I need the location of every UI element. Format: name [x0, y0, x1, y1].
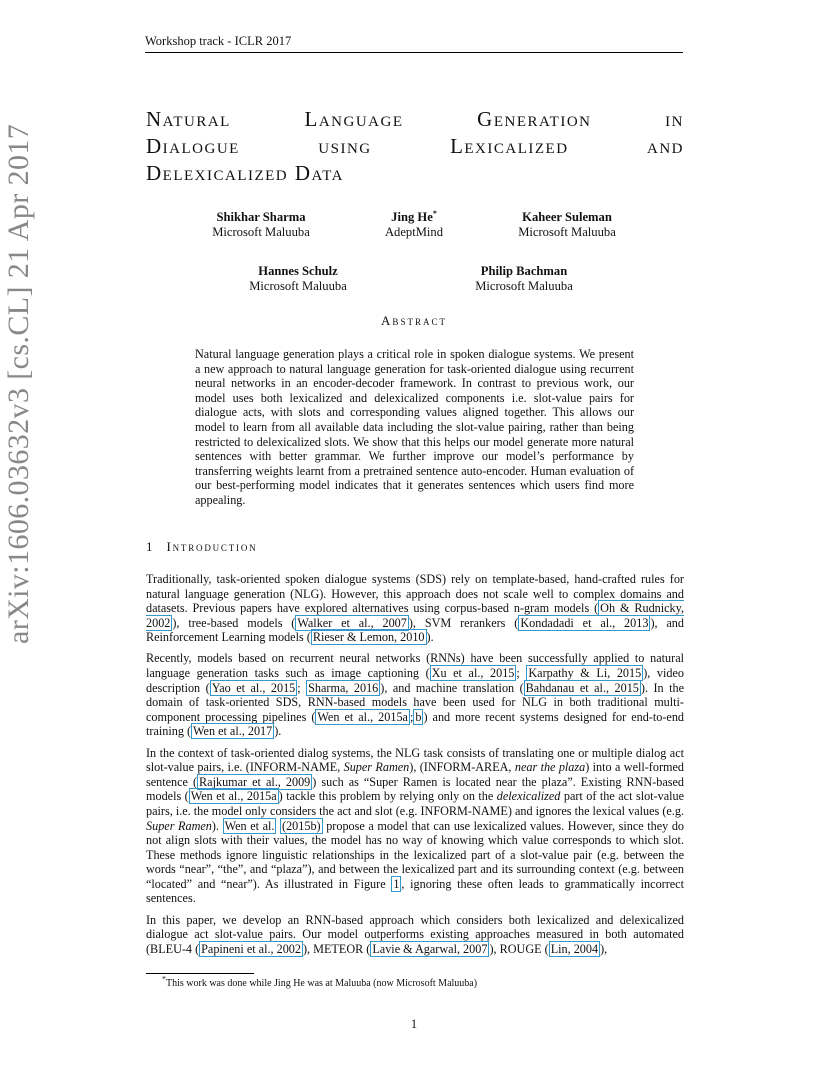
citation-link[interactable]: Rieser & Lemon, 2010	[312, 630, 425, 645]
running-header: Workshop track - ICLR 2017	[145, 34, 292, 48]
citation-link[interactable]: Oh & Rudnicky, 2002	[146, 601, 684, 630]
author-affiliation: Microsoft Maluuba	[475, 279, 573, 293]
author-name: Jing He*	[391, 208, 437, 224]
section-title: Introduction	[166, 539, 258, 554]
paragraph: Traditionally, task-oriented spoken dialogue systems (SDS) rely on template-based, hand-crafted rules for natural language generation (NLG). However, this approach does not scale well to complex domains and datasets. Previous papers have explored alternatives using corpus-based n-gram models ( Oh & Rudnicky, 2002 ), tree-based models ( Walker et al., 2007 ), SVM rerankers ( Kondadadi et al., 2013 ), and Reinforcement Learning models ( Rieser & Lemon, 2010 ).	[146, 572, 684, 645]
title-line-1: Natural Language Generation in	[146, 107, 684, 131]
section-number: 1	[146, 539, 153, 554]
paper-title	[146, 106, 684, 187]
abstract-heading: Abstract	[381, 313, 447, 328]
author-name: Shikhar Sharma	[216, 210, 306, 224]
author-affiliation: Microsoft Maluuba	[518, 225, 616, 239]
author-name: Hannes Schulz	[258, 264, 338, 278]
citation-link[interactable]: (2015b)	[282, 818, 321, 833]
author-name: Philip Bachman	[480, 264, 568, 278]
author-block	[454, 264, 594, 294]
citation-link[interactable]: Yao et al., 2015	[211, 680, 296, 695]
citation-link[interactable]: Sharma, 2016	[308, 680, 379, 695]
footnote-marker[interactable]: *	[432, 208, 437, 218]
paragraph: In the context of task-oriented dialog systems, the NLG task consists of translating one or multiple dialog act slot-value pairs, i.e. (INFORM-NAME, Super Ramen), (INFORM-AREA, near the plaza) into a well-formed sentence ( Rajkumar et al., 2009 ) such as “Super Ramen is located near the plaza”. Existing RNN-based models ( Wen et al., 2015a ) tackle this problem by relying only on the delexicalized part of the act slot-value pairs, i.e. the model only considers the act and slot (e.g. INFORM-NAME) and ignores the lexical values (e.g. Super Ramen). Wen et al. (2015b) propose a model that can use lexicalized values. However, since they do not align slots with their values, the model has no way of knowing which value corresponds to which slot. These methods ignore linguistic relationships in the lexicalized part of a slot-value pair (e.g. between the words “near”, “the”, and “plaza”), and between the lexicalized part and its surrounding context (e.g. between “located” and “near”). As illustrated in Figure 1 , ignoring these often leads to grammatically incorrect sentences.	[146, 745, 685, 906]
arxiv-stamp[interactable]: arXiv:1606.03632v3 [cs.CL] 21 Apr 2017	[2, 123, 35, 644]
citation-link[interactable]: Kondadadi et al., 2013	[520, 615, 649, 630]
author-affiliation: Microsoft Maluuba	[249, 279, 347, 293]
paragraph: In this paper, we develop an RNN-based approach which considers both lexicalized and delexicalized dialogue act slot-value pairs. Our model outperforms existing approaches measured in both automated (BLEU-4 ( Papineni et al., 2002 ), METEOR ( Lavie & Agarwal, 2007 ), ROUGE ( Lin, 2004 ),	[146, 912, 684, 956]
citation-link[interactable]: Lin, 2004	[550, 941, 599, 956]
citation-link[interactable]: Wen et al.	[224, 818, 275, 833]
citation-link[interactable]: Wen et al., 2017	[193, 724, 273, 739]
footnote-mark: *	[162, 974, 166, 984]
citation-link[interactable]: Wen et al., 2015a	[190, 789, 277, 804]
section-heading	[146, 540, 257, 555]
title-line-2: Dialogue using Lexicalized and	[146, 134, 684, 158]
citation-link[interactable]: Bahdanau et al., 2015	[525, 680, 639, 695]
author-affiliation: Microsoft Maluuba	[212, 225, 310, 239]
paragraph: Recently, models based on recurrent neural networks (RNNs) have been successfully applied to natural language generation tasks such as image captioning ( Xu et al., 2015 ; Karpathy & Li, 2015 ), video description ( Yao et al., 2015 ; Sharma, 2016 ), and machine translation ( Bahdanau et al., 2015 ). In the domain of task-oriented SDS, RNN-based models have been used for NLG in both traditional multi-component processing pipelines ( Wen et al., 2015a ; b ) and more recent systems designed for end-to-end training ( Wen et al., 2017 ).	[146, 651, 685, 739]
citation-link[interactable]: Rajkumar et al., 2009	[199, 774, 311, 789]
citation-link[interactable]: b	[415, 709, 422, 724]
author-block	[344, 210, 484, 240]
footnote-text: This work was done while Jing He was at Maluuba (now Microsoft Maluuba)	[166, 978, 478, 989]
footnote	[146, 974, 684, 992]
citation-link[interactable]: Karpathy & Li, 2015	[528, 666, 642, 681]
title-line-3: Delexicalized Data	[146, 161, 345, 185]
header-rule	[145, 52, 683, 53]
citation-link[interactable]: Papineni et al., 2002	[201, 941, 301, 956]
citation-link[interactable]: Walker et al., 2007	[297, 615, 407, 630]
body-text	[146, 572, 684, 963]
author-name: Kaheer Suleman	[522, 210, 612, 224]
author-block	[228, 264, 368, 294]
citation-link[interactable]: Lavie & Agarwal, 2007	[372, 941, 488, 956]
figure-link[interactable]: 1	[393, 876, 400, 891]
author-affiliation: AdeptMind	[384, 225, 444, 239]
abstract-text: Natural language generation plays a critical role in spoken dialogue systems. We present a new approach to natural language generation for task-oriented dialogue using recurrent neural networks in an encoder-decoder framework. In contrast to previous work, our model uses both lexicalized and delexicalized components i.e. slot-value pairs for dialogue acts, with slots and corresponding values aligned together. This allows our model to learn from all available data including the slot-value pairing, rather than being restricted to delexicalized slots. We show that this helps our model generate more natural sentences with better grammar. We further improve our model’s performance by transferring weights learnt from a pretrained sentence auto-encoder. Human evaluation of our best-performing model indicates that it generates sentences which users find more appealing.	[195, 347, 634, 507]
page-number: 1	[410, 1017, 418, 1031]
citation-link[interactable]: Wen et al., 2015a	[317, 709, 408, 724]
author-block	[497, 210, 637, 240]
citation-link[interactable]: Xu et al., 2015	[431, 666, 515, 681]
author-block	[191, 210, 331, 240]
